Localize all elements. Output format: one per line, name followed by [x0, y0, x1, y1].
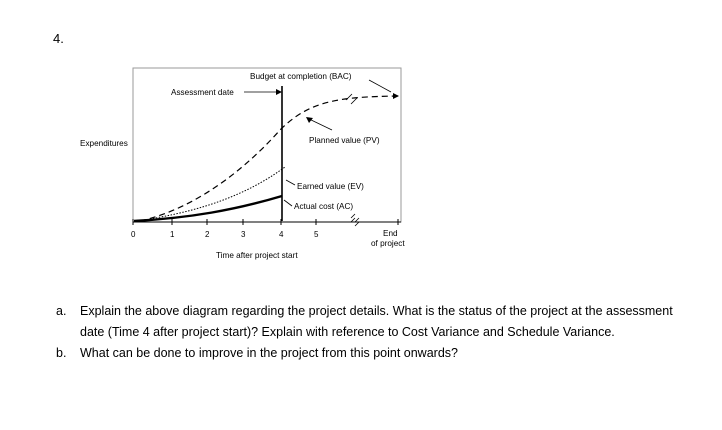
question-a-text: Explain the above diagram regarding the project details. What is the status of the project at the assessment date (Time 4 after project start)? Explain with reference to Cost Variance and Schedule Variance.	[80, 304, 673, 339]
question-list	[56, 301, 696, 364]
x-axis-break	[351, 214, 359, 226]
tick-label-4: 4	[279, 230, 284, 239]
question-number: 4.	[53, 31, 64, 46]
end-label-line1: End	[383, 229, 398, 238]
tick-label-5: 5	[314, 230, 319, 239]
assessment-arrowhead	[276, 89, 282, 95]
assessment-date-label: Assessment date	[171, 88, 234, 97]
tick-label-3: 3	[241, 230, 246, 239]
bac-pointer	[369, 80, 391, 92]
ac-label: Actual cost (AC)	[294, 202, 354, 211]
question-a	[56, 301, 696, 343]
pv-label: Planned value (PV)	[309, 136, 380, 145]
bac-arrowhead	[393, 93, 399, 99]
question-a-label: a.	[56, 304, 67, 318]
end-label-line2: of project	[371, 239, 405, 248]
ev-label: Earned value (EV)	[297, 182, 364, 191]
planned-value-curve	[140, 96, 398, 221]
ac-pointer	[284, 200, 292, 206]
tick-label-0: 0	[131, 230, 136, 239]
actual-cost-curve	[134, 196, 282, 221]
y-axis-label: Expenditures	[80, 139, 128, 148]
x-axis-title: Time after project start	[216, 251, 298, 260]
question-b-text: What can be done to improve in the project from this point onwards?	[80, 346, 458, 360]
question-b	[56, 343, 696, 364]
question-b-label: b.	[56, 346, 67, 360]
bac-label: Budget at completion (BAC)	[250, 72, 352, 81]
tick-label-2: 2	[205, 230, 210, 239]
ev-pointer	[286, 180, 295, 185]
tick-label-1: 1	[170, 230, 175, 239]
